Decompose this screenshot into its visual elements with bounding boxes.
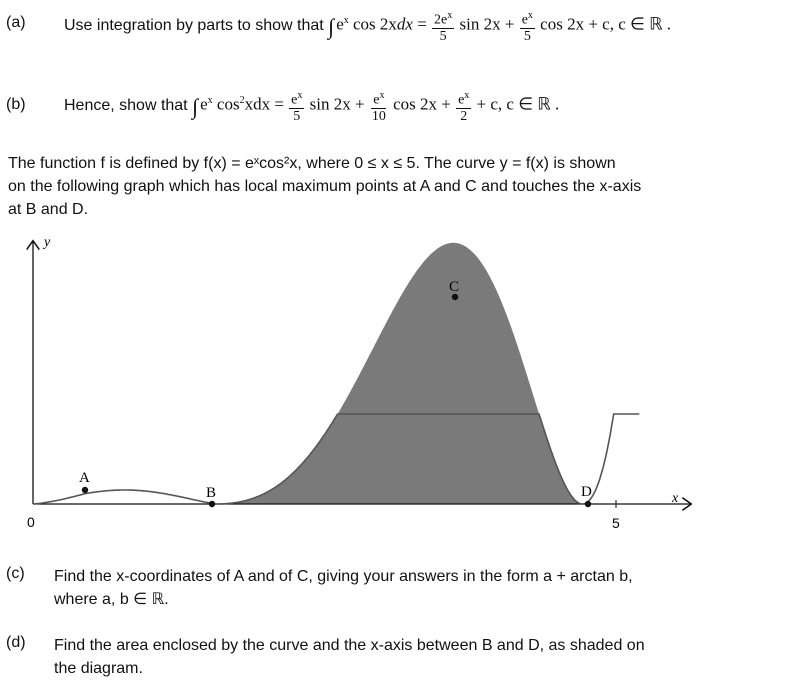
y-axis-label: y [44, 235, 51, 250]
origin-label: 0 [27, 514, 35, 530]
label-B: B [206, 485, 217, 501]
term-1: sin 2x + [459, 14, 515, 34]
x-axis-label: x [672, 491, 679, 506]
integrand-rest: cos [212, 94, 240, 114]
integrand-exp: x [207, 95, 213, 107]
question-d-line-2: the diagram. [54, 660, 143, 677]
question-a [64, 6, 671, 46]
question-c-line-2: where a, b ∈ ℝ. [54, 591, 169, 608]
integral-sign: ∫ [192, 93, 199, 119]
shaded-area [216, 243, 582, 504]
fraction-2: $\frac{e^x}{10}$ [371, 90, 386, 124]
term-2: cos 2x + [393, 94, 451, 114]
question-d [54, 634, 645, 680]
question-b-label: (b) [6, 96, 26, 113]
intro-line-1: The function f is defined by f(x) = eˣcos²x, where 0 ≤ x ≤ 5. The curve y = f(x) is shown [8, 155, 616, 172]
intro-line-3: at B and D. [8, 201, 89, 218]
term-3: + c, c ∈ ℝ . [476, 94, 560, 114]
question-c-line-1: Find the x-coordinates of A and of C, giving your answers in the form a + arctan b, [54, 568, 633, 585]
equals-sign: = [412, 14, 432, 34]
question-d-label: (d) [6, 634, 26, 651]
fraction-2: $\frac{e^x}{5}$ [521, 10, 533, 44]
fraction-1: $\frac{2e^x}{5}$ [434, 10, 453, 44]
integrand-rest: cos 2x [348, 14, 397, 34]
integral-sign: ∫ [328, 13, 335, 39]
fraction-1: $\frac{e^x}{5}$ [291, 90, 303, 124]
point-A [82, 487, 88, 493]
point-B [209, 501, 215, 507]
question-b [64, 86, 559, 126]
point-D [585, 501, 591, 507]
cos-exp: 2 [239, 95, 245, 107]
integrand-tail: xdx = [244, 94, 289, 114]
question-a-text: Use integration by parts to show that [64, 17, 324, 34]
intro-line-2: on the following graph which has local maximum points at A and C and touches the x-axis [8, 178, 642, 195]
question-a-label: (a) [6, 14, 26, 31]
term-2: cos 2x + c, c ∈ ℝ . [540, 14, 672, 34]
tick-5-label: 5 [612, 515, 620, 531]
label-C: C [449, 279, 460, 295]
question-d-line-1: Find the area enclosed by the curve and the x-axis between B and D, as shaded on [54, 637, 645, 654]
integrand-base: e [336, 14, 344, 34]
integrand-exp: x [343, 15, 349, 27]
question-c [54, 565, 633, 611]
intro-paragraph [8, 152, 641, 221]
question-c-label: (c) [6, 565, 25, 582]
label-A: A [79, 470, 90, 486]
label-D: D [581, 484, 592, 500]
integrand-base: e [200, 94, 208, 114]
fraction-3: $\frac{e^x}{2}$ [458, 90, 470, 124]
term-1: sin 2x + [309, 94, 365, 114]
question-b-text: Hence, show that [64, 97, 188, 114]
function-graph [0, 232, 794, 532]
integrand-dx: dx [396, 14, 413, 34]
